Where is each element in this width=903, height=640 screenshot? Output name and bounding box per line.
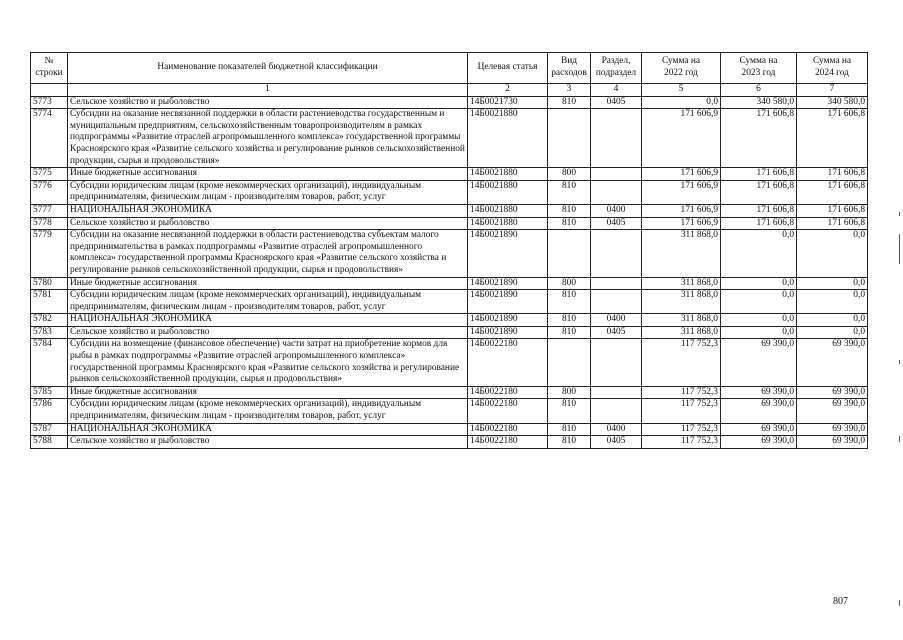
target-article: 14Б0021880 <box>468 168 548 181</box>
table-row <box>31 277 868 290</box>
sum-2023: 69 390,0 <box>721 423 797 436</box>
table-row <box>31 204 868 217</box>
table-row <box>31 326 868 339</box>
indicator-name: Субсидии на возмещение (финансовое обеспечение) части затрат на приобретение кормов для рыбы в рамках подпрограммы «Развитие отраслей агропромышленного комплекса» государственной программы Красноярского края «Развитие сельского хозяйства и регулирование рынков сельскохозяйственной продукции, сырья и продовольствия» <box>68 339 468 386</box>
sum-2024: 171 606,8 <box>797 204 868 217</box>
table-row <box>31 386 868 399</box>
table-row <box>31 423 868 436</box>
expense-kind: 800 <box>548 277 591 290</box>
section-code <box>591 180 642 204</box>
expense-kind: 810 <box>548 326 591 339</box>
sum-2022: 171 606,9 <box>642 180 721 204</box>
indicator-name: Субсидии юридическим лицам (кроме некоммерческих организаций), индивидуальным предпринимателям, физическим лицам - производителям товаров, работ, услуг <box>68 180 468 204</box>
section-code <box>591 290 642 314</box>
sum-2023: 0,0 <box>721 290 797 314</box>
sum-2023: 69 390,0 <box>721 436 797 449</box>
sum-2024: 0,0 <box>797 314 868 327</box>
row-number: 5786 <box>31 399 68 423</box>
expense-kind: 810 <box>548 399 591 423</box>
table-row <box>31 96 868 109</box>
budget-table <box>30 52 868 449</box>
expense-kind: 810 <box>548 204 591 217</box>
target-article: 14Б0022180 <box>468 399 548 423</box>
expense-kind: 810 <box>548 290 591 314</box>
sum-2023: 0,0 <box>721 326 797 339</box>
expense-kind: 810 <box>548 314 591 327</box>
section-code: 0400 <box>591 423 642 436</box>
col-number: 2 <box>468 84 548 97</box>
row-number: 5781 <box>31 290 68 314</box>
indicator-name: Иные бюджетные ассигнования <box>68 386 468 399</box>
sum-2022: 311 868,0 <box>642 290 721 314</box>
expense-kind <box>548 109 591 168</box>
row-number: 5785 <box>31 386 68 399</box>
sum-2022: 117 752,3 <box>642 399 721 423</box>
indicator-name: Субсидии юридическим лицам (кроме некоммерческих организаций), индивидуальным предпринимателям, физическим лицам - производителям товаров, работ, услуг <box>68 399 468 423</box>
sum-2022: 171 606,9 <box>642 204 721 217</box>
target-article: 14Б0022180 <box>468 423 548 436</box>
row-number: 5788 <box>31 436 68 449</box>
expense-kind: 810 <box>548 217 591 230</box>
expense-kind: 810 <box>548 96 591 109</box>
target-article: 14Б0022180 <box>468 436 548 449</box>
sum-2024: 340 580,0 <box>797 96 868 109</box>
section-code: 0405 <box>591 217 642 230</box>
target-article: 14Б0021880 <box>468 109 548 168</box>
sum-2022: 171 606,9 <box>642 109 721 168</box>
row-number: 5779 <box>31 230 68 277</box>
row-number: 5782 <box>31 314 68 327</box>
table-row <box>31 168 868 181</box>
header-sum-2022: Сумма на 2022 год <box>642 53 721 84</box>
sum-2023: 171 606,8 <box>721 109 797 168</box>
sum-2024: 69 390,0 <box>797 399 868 423</box>
table-row <box>31 399 868 423</box>
target-article: 14Б0021890 <box>468 326 548 339</box>
target-article: 14Б0021890 <box>468 277 548 290</box>
expense-kind: 810 <box>548 423 591 436</box>
sum-2023: 69 390,0 <box>721 339 797 386</box>
header-sum-2023: Сумма на 2023 год <box>721 53 797 84</box>
table-row <box>31 180 868 204</box>
target-article: 14Б0021730 <box>468 96 548 109</box>
table-row <box>31 109 868 168</box>
indicator-name: Иные бюджетные ассигнования <box>68 277 468 290</box>
sum-2024: 69 390,0 <box>797 339 868 386</box>
indicator-name: Субсидии на оказание несвязанной поддержки в области растениеводства субъектам малого предпринимательства в рамках подпрограммы «Развитие отраслей агропромышленного комплекса» государственной программы Красноярского края «Развитие сельского хозяйства и регулирование рынков сельскохозяйственной продукции, сырья и продовольствия» <box>68 230 468 277</box>
scan-mark <box>899 436 900 442</box>
sum-2023: 171 606,8 <box>721 168 797 181</box>
indicator-name: Сельское хозяйство и рыболовство <box>68 326 468 339</box>
sum-2024: 0,0 <box>797 230 868 277</box>
scan-mark <box>899 234 900 264</box>
sum-2023: 69 390,0 <box>721 399 797 423</box>
target-article: 14Б0022180 <box>468 386 548 399</box>
sum-2024: 69 390,0 <box>797 423 868 436</box>
expense-kind <box>548 339 591 386</box>
expense-kind: 810 <box>548 180 591 204</box>
indicator-name: Субсидии юридическим лицам (кроме некоммерческих организаций), индивидуальным предпринимателям, физическим лицам - производителям товаров, работ, услуг <box>68 290 468 314</box>
col-number: 7 <box>797 84 868 97</box>
table-row <box>31 314 868 327</box>
sum-2024: 0,0 <box>797 326 868 339</box>
row-number: 5783 <box>31 326 68 339</box>
indicator-name: Сельское хозяйство и рыболовство <box>68 96 468 109</box>
target-article: 14Б0021880 <box>468 217 548 230</box>
table-row <box>31 436 868 449</box>
indicator-name: Иные бюджетные ассигнования <box>68 168 468 181</box>
target-article: 14Б0021890 <box>468 314 548 327</box>
sum-2023: 0,0 <box>721 314 797 327</box>
header-row-no: № строки <box>31 53 68 84</box>
col-number: 6 <box>721 84 797 97</box>
indicator-name: Субсидии на оказание несвязанной поддержки в области растениеводства государственным и муниципальным предприятиям, сельскохозяйственным товаропроизводителям в рамках подпрограммы «Развитие отраслей агропромышленного комплекса» государственной программы Красноярского края «Развитие сельского хозяйства и регулирование рынков сельскохозяйственной продукции, сырья и продовольствия» <box>68 109 468 168</box>
expense-kind: 800 <box>548 168 591 181</box>
sum-2023: 340 580,0 <box>721 96 797 109</box>
sum-2024: 171 606,8 <box>797 180 868 204</box>
indicator-name: НАЦИОНАЛЬНАЯ ЭКОНОМИКА <box>68 204 468 217</box>
expense-kind: 800 <box>548 386 591 399</box>
target-article: 14Б0021890 <box>468 230 548 277</box>
header-section: Раздел, подраздел <box>591 53 642 84</box>
sum-2024: 0,0 <box>797 277 868 290</box>
section-code <box>591 109 642 168</box>
col-number <box>31 84 68 97</box>
scan-mark <box>899 212 900 216</box>
sum-2024: 69 390,0 <box>797 386 868 399</box>
sum-2022: 171 606,9 <box>642 217 721 230</box>
sum-2024: 171 606,8 <box>797 217 868 230</box>
section-code: 0400 <box>591 314 642 327</box>
header-sum-2024: Сумма на 2024 год <box>797 53 868 84</box>
sum-2022: 117 752,3 <box>642 386 721 399</box>
sum-2024: 171 606,8 <box>797 109 868 168</box>
indicator-name: НАЦИОНАЛЬНАЯ ЭКОНОМИКА <box>68 423 468 436</box>
header-target: Целевая статья <box>468 53 548 84</box>
scan-mark <box>899 360 900 364</box>
indicator-name: Сельское хозяйство и рыболовство <box>68 217 468 230</box>
col-number: 5 <box>642 84 721 97</box>
row-number: 5777 <box>31 204 68 217</box>
section-code: 0405 <box>591 326 642 339</box>
sum-2022: 311 868,0 <box>642 277 721 290</box>
row-number: 5775 <box>31 168 68 181</box>
section-code: 0405 <box>591 436 642 449</box>
sum-2023: 171 606,8 <box>721 180 797 204</box>
table-row <box>31 217 868 230</box>
section-code: 0400 <box>591 204 642 217</box>
col-number: 1 <box>68 84 468 97</box>
table-row <box>31 230 868 277</box>
indicator-name: Сельское хозяйство и рыболовство <box>68 436 468 449</box>
sum-2023: 0,0 <box>721 230 797 277</box>
table-row <box>31 290 868 314</box>
sum-2022: 117 752,3 <box>642 436 721 449</box>
row-number: 5773 <box>31 96 68 109</box>
indicator-name: НАЦИОНАЛЬНАЯ ЭКОНОМИКА <box>68 314 468 327</box>
section-code <box>591 386 642 399</box>
row-number: 5780 <box>31 277 68 290</box>
sum-2022: 117 752,3 <box>642 339 721 386</box>
sum-2024: 171 606,8 <box>797 168 868 181</box>
sum-2023: 69 390,0 <box>721 386 797 399</box>
section-code <box>591 230 642 277</box>
section-code <box>591 339 642 386</box>
column-numbers-row <box>31 84 868 97</box>
row-number: 5784 <box>31 339 68 386</box>
sum-2022: 0,0 <box>642 96 721 109</box>
page-number: 807 <box>833 596 848 607</box>
row-number: 5787 <box>31 423 68 436</box>
row-number: 5778 <box>31 217 68 230</box>
col-number: 3 <box>548 84 591 97</box>
section-code <box>591 399 642 423</box>
sum-2023: 171 606,8 <box>721 217 797 230</box>
sum-2022: 117 752,3 <box>642 423 721 436</box>
sum-2023: 0,0 <box>721 277 797 290</box>
col-number: 4 <box>591 84 642 97</box>
target-article: 14Б0021890 <box>468 290 548 314</box>
target-article: 14Б0021880 <box>468 180 548 204</box>
sum-2024: 0,0 <box>797 290 868 314</box>
section-code: 0405 <box>591 96 642 109</box>
header-kind: Вид расходов <box>548 53 591 84</box>
header-row <box>31 53 868 84</box>
row-number: 5776 <box>31 180 68 204</box>
target-article: 14Б0022180 <box>468 339 548 386</box>
target-article: 14Б0021880 <box>468 204 548 217</box>
table-row <box>31 339 868 386</box>
sum-2023: 171 606,8 <box>721 204 797 217</box>
sum-2022: 311 868,0 <box>642 230 721 277</box>
expense-kind: 810 <box>548 436 591 449</box>
expense-kind <box>548 230 591 277</box>
header-name: Наименование показателей бюджетной классификации <box>68 53 468 84</box>
section-code <box>591 168 642 181</box>
sum-2024: 69 390,0 <box>797 436 868 449</box>
row-number: 5774 <box>31 109 68 168</box>
section-code <box>591 277 642 290</box>
sum-2022: 171 606,9 <box>642 168 721 181</box>
sum-2022: 311 868,0 <box>642 326 721 339</box>
scan-mark <box>899 600 900 606</box>
sum-2022: 311 868,0 <box>642 314 721 327</box>
